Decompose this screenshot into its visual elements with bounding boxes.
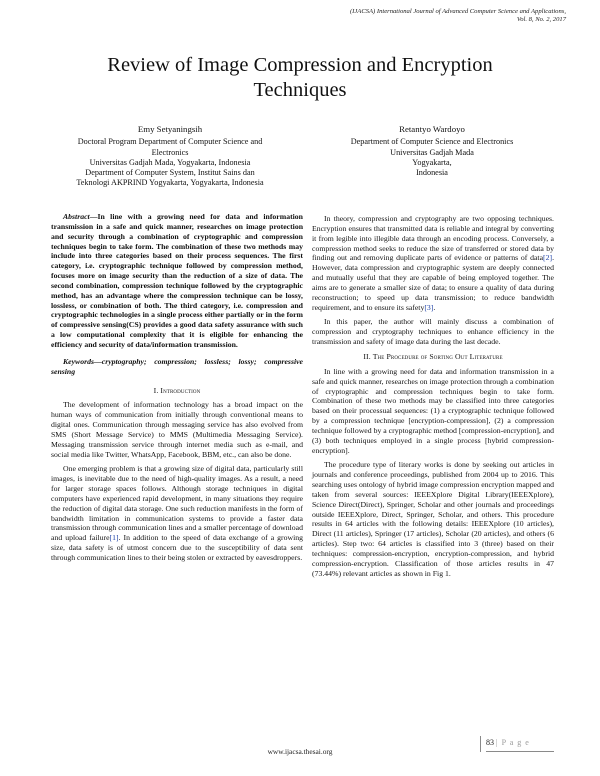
abstract [51,212,303,350]
intro-paragraph-4: In this paper, the author will mainly discuss a combination of compression and cryptography techniques to enhance efficiency in the transmission and safety of image data during the last decade. [312,317,554,347]
page-word: | P a g e [496,738,530,747]
abstract-text: —In line with a growing need for data and information transmission in a safe and quick manner, researches on image protection and security through a combination of cryptographic and compression techniques begin to take form. The combination of these two methods may include into three categories based on their process sequences. The first category, i.e. cryptographic technique followed by compression method, focuses more on image security than the reduction of a size of data. The second combination, compression technique followed by the cryptographic method, has an advantage where the compression technique can be lossy, lossless, or combination of both. The third category, i.e. compression and cryptographic technologies in a single process either partially or in the form of compressive sensing(CS) provides a good data safety assurance with such a low computational complexity that it is eligible for enhancing the efficiency and security of data/information transmission. [51,212,303,349]
paper-title-line1: Review of Image Compression and Encryption [107,54,493,76]
author-1-affil-line: Teknologi AKPRIND Yogyakarta, Yogyakarta, Indonesia [76,178,264,188]
author-name-2: Retantyo Wardoyo [399,124,465,134]
author-block-2 [314,124,550,178]
author-name-1: Emy Setyaningsih [137,124,203,134]
abstract-label: Abstract [63,212,90,221]
intro-p3-text-cont: . However, data compression and cryptographic system are deeply connected and mutually useful that they are capable of being employed together. The aims are to generate a smaller size of data; to ensure a quality of data during reconstruction; to speed up data transmission; to reduce bandwidth requirement, and to ensure its safety [312,253,554,312]
citation-link[interactable]: [1] [109,533,119,543]
keywords-text: —cryptography; compression; lossless; lossy; compressive sensing [51,356,303,376]
left-column [51,212,303,568]
procedure-paragraph-1: In line with a growing need for data and information transmission in a safe and quick manner, researches on image protection through a combination of cryptographic and compression techniques begin to take form. Combination of these two methods may be classified into three categories based on their processual sequences: (1) a cryptographic technique followed by a compression technique [encryption-compression], (2) a compression technique followed by a cryptographic method [compression-encryption], and (3) both techniques employed in a single process [hybrid compression-encryption]. [312,366,554,455]
author-1-affil-line: Electronics [151,147,189,157]
intro-paragraph-3 [312,214,554,312]
section-heading-introduction: I. Introduction [153,385,201,395]
author-2-affil-line: Department of Computer Science and Electronics [350,137,514,147]
section-heading-procedure: II. The Procedure of Sorting Out Literature [363,351,503,361]
page-number [486,738,530,747]
intro-p3-text: In theory, compression and cryptography are two opposing techniques. Encryption ensures that transmitted data is reliable and integral by converting it from legible into illegible data through an encoding process. Conversely, a compression method seeks to reduce the size of transferred or stored data by finding out and removing duplicate parts of evidence or patterns of data [312,214,554,263]
journal-header [226,8,566,25]
citation-link[interactable]: [3] [424,302,434,312]
page-number-value: 83 [486,738,494,747]
author-1-affil-line: Department of Computer System, Institut Sains dan [85,168,255,178]
intro-paragraph-1: The development of information technology has a broad impact on the human ways of communication from initially through conventional means to digital ones. Communication through messaging service has also evolved from SMS (Short Message Service) to MMS (Multimedia Messaging Service). Messaging transmission service through internet media such as e-mail, and social media like Twitter, WhatsApp, Facebook, BBM, etc., can also be done. [51,400,303,459]
journal-header-line2: Vol. 8, No. 2, 2017 [516,16,566,24]
footer-url[interactable]: www.ijacsa.thesai.org [267,747,333,756]
right-column [312,214,554,584]
keywords-label: Keywords [63,356,94,366]
author-2-affil-line: Yogyakarta, [412,157,452,167]
journal-header-line1: (IJACSA) International Journal of Advanced Computer Science and Applications, [349,8,566,15]
procedure-paragraph-2: The procedure type of literary works is done by seeking out articles in journals and conference proceedings, published from 2004 up to 2016. This searching uses ontology of hybrid image compression encryption mapped and taken from several sources: IEEEXplore Digital Library(IEEEXplore), Science Direct(Direct), Springer, Scholar and other journals and proceedings outside IEEEXplore, Direct, Springer, Scholar, and others. This procedure results in 64 articles with the following details: IEEEXplore (10 articles), Direct (11 articles), Springer (17 articles), Scholar (20 articles), and others (6 articles). Step two: 64 articles is classified into 3 (three) based on their techniques: compression-encryption, encryption-compression, and hybrid compression-encryption. Classification of those articles results in 47 (73.44%) relevant articles as shown in Fig 1. [312,460,554,578]
author-1-affil-line: Universitas Gadjah Mada, Yogyakarta, Indonesia [89,157,251,167]
paper-title-line2: Techniques [253,79,347,101]
author-block-1 [52,124,288,189]
intro-p3-end: . [433,302,436,312]
intro-p2-text-cont: . In addition to the speed of data exchange of a growing size, data safety is of utmost concern due to the susceptibility of data sent through communication lines to their being stolen or extracted by eavesdroppers. [51,533,303,562]
intro-paragraph-2 [51,464,303,562]
author-2-affil-line: Universitas Gadjah Mada [390,147,474,157]
paper-title [40,53,560,103]
author-1-affil-line: Doctoral Program Department of Computer Science and [77,137,263,147]
intro-p2-text: One emerging problem is that a growing size of digital data, particularly still images, is inevitable due to the need of high-quality images. As a result, a need for larger storage spaces follows. Although storage techniques in digital computers have experienced rapid development, in many situations they require the reduction of digital data storage. One such reduction manifests in the form of bandwidth limitation in communication systems to provide a faster data transmission through communication lines and a smaller percentage of download and upload failure [51,464,303,543]
keywords [51,357,303,377]
citation-link[interactable]: [2] [543,253,553,263]
author-2-affil-line: Indonesia [416,168,448,178]
